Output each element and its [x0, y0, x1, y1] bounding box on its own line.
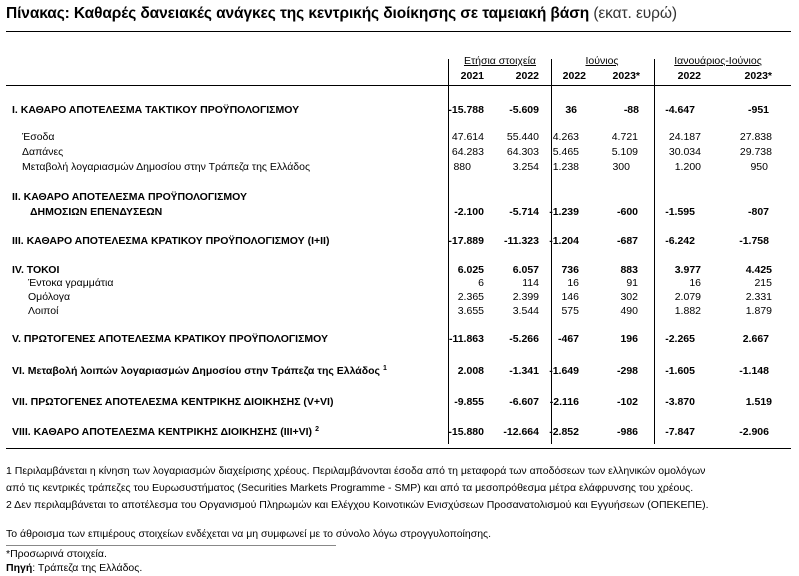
- row-label-continued: ΔΗΜΟΣΙΩΝ ΕΠΕΝΔΥΣΕΩΝ: [30, 206, 163, 218]
- cell: 5.465: [552, 146, 579, 158]
- cell: -5.714: [509, 206, 539, 218]
- cell: 64.283: [451, 146, 484, 158]
- cell: 300: [612, 161, 630, 173]
- row-label: II. ΚΑΘΑΡΟ ΑΠΟΤΕΛΕΣΜΑ ΠΡΟΫΠΟΛΟΓΙΣΜΟΥ: [12, 191, 247, 203]
- cell: -11.863: [448, 333, 484, 345]
- cell: 575: [561, 305, 579, 317]
- row-label: [12, 365, 387, 377]
- cell: -1.758: [739, 235, 769, 247]
- row-label: Μεταβολή λογαριασμών Δημοσίου στην Τράπεζα της Ελλάδος: [22, 161, 311, 173]
- cell: -12.664: [503, 426, 539, 438]
- row-label: Λοιποί: [28, 305, 59, 317]
- source-text: : Τράπεζα της Ελλάδος.: [32, 562, 143, 574]
- row-label: Έντοκα γραμμάτια: [28, 277, 114, 289]
- row-label: III. ΚΑΘΑΡΟ ΑΠΟΤΕΛΕΣΜΑ ΚΡΑΤΙΚΟΥ ΠΡΟΫΠΟΛΟΓΙΣΜΟΥ (I+II): [12, 235, 330, 247]
- header-group-june: Ιούνιος: [585, 55, 619, 67]
- cell: 880: [453, 161, 471, 173]
- cell: 146: [561, 291, 579, 303]
- cell: 2.399: [512, 291, 539, 303]
- row-label: IV. ΤΟΚΟΙ: [12, 264, 60, 276]
- cell: -9.855: [454, 396, 484, 408]
- cell: -6.242: [665, 235, 695, 247]
- cell: 1.200: [674, 161, 701, 173]
- row-label: Ομόλογα: [28, 291, 71, 303]
- cell: -88: [623, 104, 639, 116]
- header-year: 2023*: [612, 70, 640, 82]
- cell: 1.519: [745, 396, 772, 408]
- cell: -1.605: [665, 365, 695, 377]
- cell: -2.265: [665, 333, 695, 345]
- cell: 302: [620, 291, 638, 303]
- provisional-note: *Προσωρινά στοιχεία.: [6, 548, 107, 560]
- header-year: 2022: [677, 70, 701, 82]
- footnote-ref: 1: [383, 365, 387, 372]
- header-year: 2022: [515, 70, 539, 82]
- cell: -6.607: [509, 396, 539, 408]
- cell: 6.025: [457, 264, 484, 276]
- cell: -298: [616, 365, 638, 377]
- cell: -2.906: [739, 426, 769, 438]
- cell: -7.847: [665, 426, 695, 438]
- cell: 6: [478, 277, 484, 289]
- row-label: VII. ΠΡΩΤΟΓΕΝΕΣ ΑΠΟΤΕΛΕΣΜΑ ΚΕΝΤΡΙΚΗΣ ΔΙΟΙΚΗΣΗΣ (V+VI): [12, 396, 334, 408]
- cell: 736: [561, 264, 579, 276]
- footnote-ref: 2: [315, 426, 319, 433]
- page-title: [6, 5, 677, 23]
- cell: 36: [565, 104, 577, 116]
- cell: 5.109: [611, 146, 638, 158]
- row-label: V. ΠΡΩΤΟΓΕΝΕΣ ΑΠΟΤΕΛΕΣΜΑ ΚΡΑΤΙΚΟΥ ΠΡΟΫΠΟΛΟΓΙΣΜΟΥ: [12, 333, 329, 345]
- header-year: 2023*: [744, 70, 772, 82]
- cell: 4.425: [745, 264, 772, 276]
- cell: -17.889: [448, 235, 484, 247]
- cell: -986: [616, 426, 638, 438]
- header-group-jan-jun: Ιανουάριος-Ιούνιος: [674, 55, 762, 67]
- cell: 16: [689, 277, 701, 289]
- cell: -2.852: [549, 426, 579, 438]
- cell: 91: [626, 277, 638, 289]
- column-separator: [654, 59, 655, 444]
- cell: -467: [557, 333, 579, 345]
- cell: 2.365: [457, 291, 484, 303]
- cell: -11.323: [503, 235, 539, 247]
- cell: 3.977: [674, 264, 701, 276]
- row-label: [12, 426, 319, 438]
- row-label: Δαπάνες: [22, 146, 64, 158]
- column-separator: [448, 59, 449, 444]
- cell: 64.303: [506, 146, 539, 158]
- column-separator: [551, 59, 552, 444]
- footnote: 1 Περιλαμβάνεται η κίνηση των λογαριασμών διαχείρισης χρέους. Περιλαμβάνονται έσοδα από τη μεταφορά των αποδόσεων των ελληνικών ομολόγων: [6, 465, 706, 477]
- row-label-text: VI. Μεταβολή λοιπών λογαριασμών Δημοσίου στην Τράπεζα της Ελλάδος: [12, 365, 380, 377]
- footnote: από τις κεντρικές τράπεζες του Ευρωσυστήματος (Securities Markets Programme - SMP) και από τα μεσοπρόθεσμα μέτρα ελάφρυνσης του χρέους.: [6, 482, 694, 494]
- cell: 4.721: [611, 131, 638, 143]
- source-label: Πηγή: [6, 562, 33, 574]
- cell: 1.882: [674, 305, 701, 317]
- cell: -687: [616, 235, 638, 247]
- cell: -15.880: [448, 426, 484, 438]
- cell: -15.788: [448, 104, 484, 116]
- cell: -600: [616, 206, 638, 218]
- cell: -2.100: [454, 206, 484, 218]
- cell: -2.116: [549, 396, 579, 408]
- cell: 6.057: [512, 264, 539, 276]
- cell: 2.667: [742, 333, 769, 345]
- header-group-annual: Ετήσια στοιχεία: [463, 55, 537, 67]
- row-label: Έσοδα: [22, 131, 55, 143]
- cell: -1.148: [739, 365, 769, 377]
- top-rule: [6, 31, 791, 32]
- cell: 490: [620, 305, 638, 317]
- row-label: I. ΚΑΘΑΡΟ ΑΠΟΤΕΛΕΣΜΑ ΤΑΚΤΙΚΟΥ ΠΡΟΫΠΟΛΟΓΙΣΜΟΥ: [12, 104, 300, 116]
- header-rule: [6, 85, 791, 86]
- cell: -4.647: [665, 104, 695, 116]
- footer-rule: [6, 545, 336, 546]
- title-unit: (εκατ. ευρώ): [593, 5, 677, 22]
- cell: -5.266: [509, 333, 539, 345]
- cell: -102: [616, 396, 638, 408]
- cell: 1.238: [552, 161, 579, 173]
- cell: 2.008: [457, 365, 484, 377]
- cell: -1.341: [509, 365, 539, 377]
- source-note: [6, 562, 142, 574]
- rounding-note: Το άθροισμα των επιμέρους στοιχείων ενδέχεται να μη συμφωνεί με το σύνολο λόγω στρογγυλοποίησης.: [6, 528, 492, 540]
- cell: 2.331: [745, 291, 772, 303]
- cell: -807: [747, 206, 769, 218]
- cell: 55.440: [506, 131, 539, 143]
- table-bottom-rule: [6, 448, 791, 449]
- cell: 196: [620, 333, 638, 345]
- cell: 3.544: [512, 305, 539, 317]
- cell: 3.254: [512, 161, 539, 173]
- cell: 950: [750, 161, 768, 173]
- cell: -1.649: [549, 365, 579, 377]
- cell: 27.838: [739, 131, 772, 143]
- cell: -951: [747, 104, 769, 116]
- cell: -5.609: [509, 104, 539, 116]
- cell: 16: [567, 277, 579, 289]
- cell: 4.263: [552, 131, 579, 143]
- cell: 114: [522, 277, 539, 289]
- cell: 24.187: [668, 131, 701, 143]
- row-label-text: VIII. ΚΑΘΑΡΟ ΑΠΟΤΕΛΕΣΜΑ ΚΕΝΤΡΙΚΗΣ ΔΙΟΙΚΗΣΗΣ (III+VI): [12, 426, 313, 438]
- cell: -3.870: [665, 396, 695, 408]
- cell: 1.879: [745, 305, 772, 317]
- cell: 883: [620, 264, 638, 276]
- cell: 3.655: [457, 305, 484, 317]
- cell: 2.079: [674, 291, 701, 303]
- cell: 30.034: [668, 146, 701, 158]
- cell: -1.595: [665, 206, 695, 218]
- header-year: 2022: [562, 70, 586, 82]
- cell: 29.738: [739, 146, 772, 158]
- title-main: Πίνακας: Καθαρές δανειακές ανάγκες της κεντρικής διοίκησης σε ταμειακή βάση: [6, 5, 590, 22]
- cell: -1.204: [549, 235, 579, 247]
- cell: 47.614: [451, 131, 484, 143]
- cell: 215: [754, 277, 772, 289]
- header-year: 2021: [460, 70, 484, 82]
- footnote: 2 Δεν περιλαμβάνεται το αποτέλεσμα του Οργανισμού Πληρωμών και Ελέγχου Κοινοτικών Ενισχύσεων Προσανατολισμού και Εγγυήσεων (ΟΠΕΚΕΠΕ).: [6, 499, 709, 511]
- cell: -1.239: [549, 206, 579, 218]
